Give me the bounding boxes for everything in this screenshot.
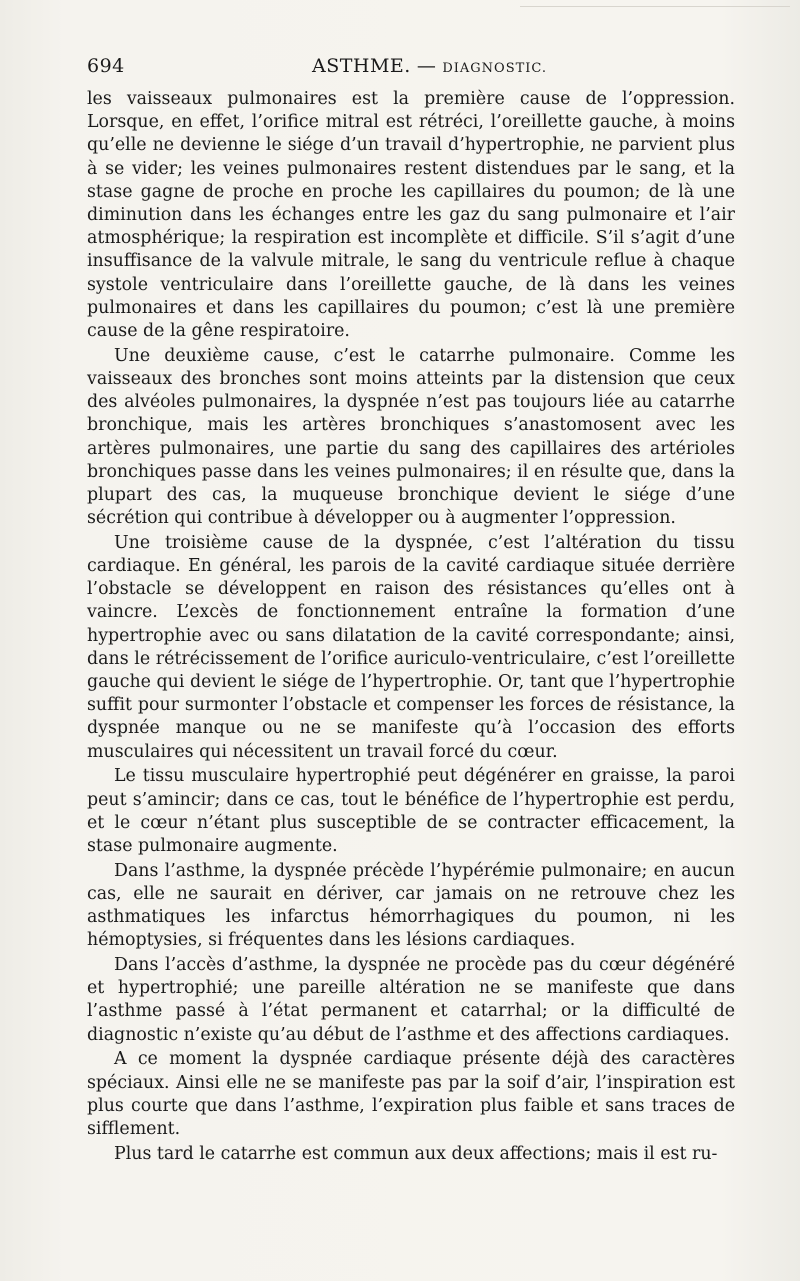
title-dash: — xyxy=(416,55,437,77)
paragraph: Dans l’accès d’asthme, la dyspnée ne procède pas du cœur dégénéré et hypertrophié; une pareille altération ne se manifeste que dans l’asthme passé à l’état permanent et catarrhal; or la difficulté de diagnostic n’existe qu’au début de l’asthme et des affections cardiaques. xyxy=(87,955,735,1045)
paragraph: Plus tard le catarrhe est commun aux deux affections; mais il est ru- xyxy=(114,1143,718,1164)
paragraph: Une deuxième cause, c’est le catarrhe pulmonaire. Comme les vaisseaux des bronches sont moins atteints par la distension que ceux des alvéoles pulmonaires, la dyspnée n’est pas toujours liée au catarrhe bronchique, mais les artères bronchiques s’anastomosent avec les artères pulmonaires, une partie du sang des capillaires des artérioles bronchiques passe dans les veines pulmonaires; il en résulte que, dans la plupart des cas, la muqueuse bronchique devient le siége d’une sécrétion qui contribue à développer ou à augmenter l’oppression. xyxy=(87,345,735,529)
top-edge-rule xyxy=(520,0,790,7)
paragraph: Dans l’asthme, la dyspnée précède l’hypérémie pulmonaire; en aucun cas, elle ne saurait en dériver, car jamais on ne retrouve chez les asthmatiques les infarctus hémorrhagiques du poumon, ni les hémoptysies, si fréquentes dans les lésions cardiaques. xyxy=(87,860,735,951)
paragraph: A ce moment la dyspnée cardiaque présente déjà des caractères spéciaux. Ainsi elle ne se manifeste pas par la soif d’air, l’inspiration est plus courte que dans l’asthme, l’expiration plus faible et sans traces de sifflement. xyxy=(87,1049,735,1139)
paragraph: Une troisième cause de la dyspnée, c’est l’altération du tissu cardiaque. En général, les parois de la cavité cardiaque située derrière l’obstacle se développent en raison des résistances qu’elles ont à vaincre. L’excès de fonctionnement entraîne la formation d’une hypertrophie avec ou sans dilatation de la cavité correspondante; ainsi, dans le rétrécissement de l’orifice auriculo-ventriculaire, c’est l’oreillette gauche qui devient le siége de l’hypertrophie. Or, tant que l’hypertrophie suffit pour surmonter l’obstacle et compenser les forces de résistance, la dyspnée manque ou ne se manifeste qu’à l’occasion des efforts musculaires qui nécessitent un travail forcé du cœur. xyxy=(87,532,735,762)
running-title xyxy=(312,55,547,77)
chapter-title: ASTHME. xyxy=(312,55,411,77)
body-text xyxy=(87,88,735,1166)
paragraph-continued: les vaisseaux pulmonaires est la première cause de l’oppression. Lorsque, en effet, l’orifice mitral est rétréci, l’oreillette gauche, à moins qu’elle ne devienne le siége d’un travail d’hypertrophie, ne parvient plus à se vider; les veines pulmonaires restent distendues par le sang, et la stase gagne de proche en proche les capillaires du poumon; de là une diminution dans les échanges entre les gaz du sang pulmonaire et l’air atmosphérique; la respiration est incomplète et difficile. S’il s’agit d’une insuffisance de la valvule mitrale, le sang du ventricule reflue à chaque systole ventriculaire dans l’oreillette gauche, de là dans les veines pulmonaires et dans les capillaires du poumon; c’est là une première cause de la gêne respiratoire. xyxy=(87,89,735,342)
paragraph: Le tissu musculaire hypertrophié peut dégénérer en graisse, la paroi peut s’amincir; dans ce cas, tout le bénéfice de l’hypertrophie est perdu, et le cœur n’étant plus susceptible de se contracter efficacement, la stase pulmonaire augmente. xyxy=(87,766,735,856)
section-subtitle: DIAGNOSTIC. xyxy=(442,61,548,76)
running-header xyxy=(87,55,737,85)
page-number: 694 xyxy=(87,55,125,77)
